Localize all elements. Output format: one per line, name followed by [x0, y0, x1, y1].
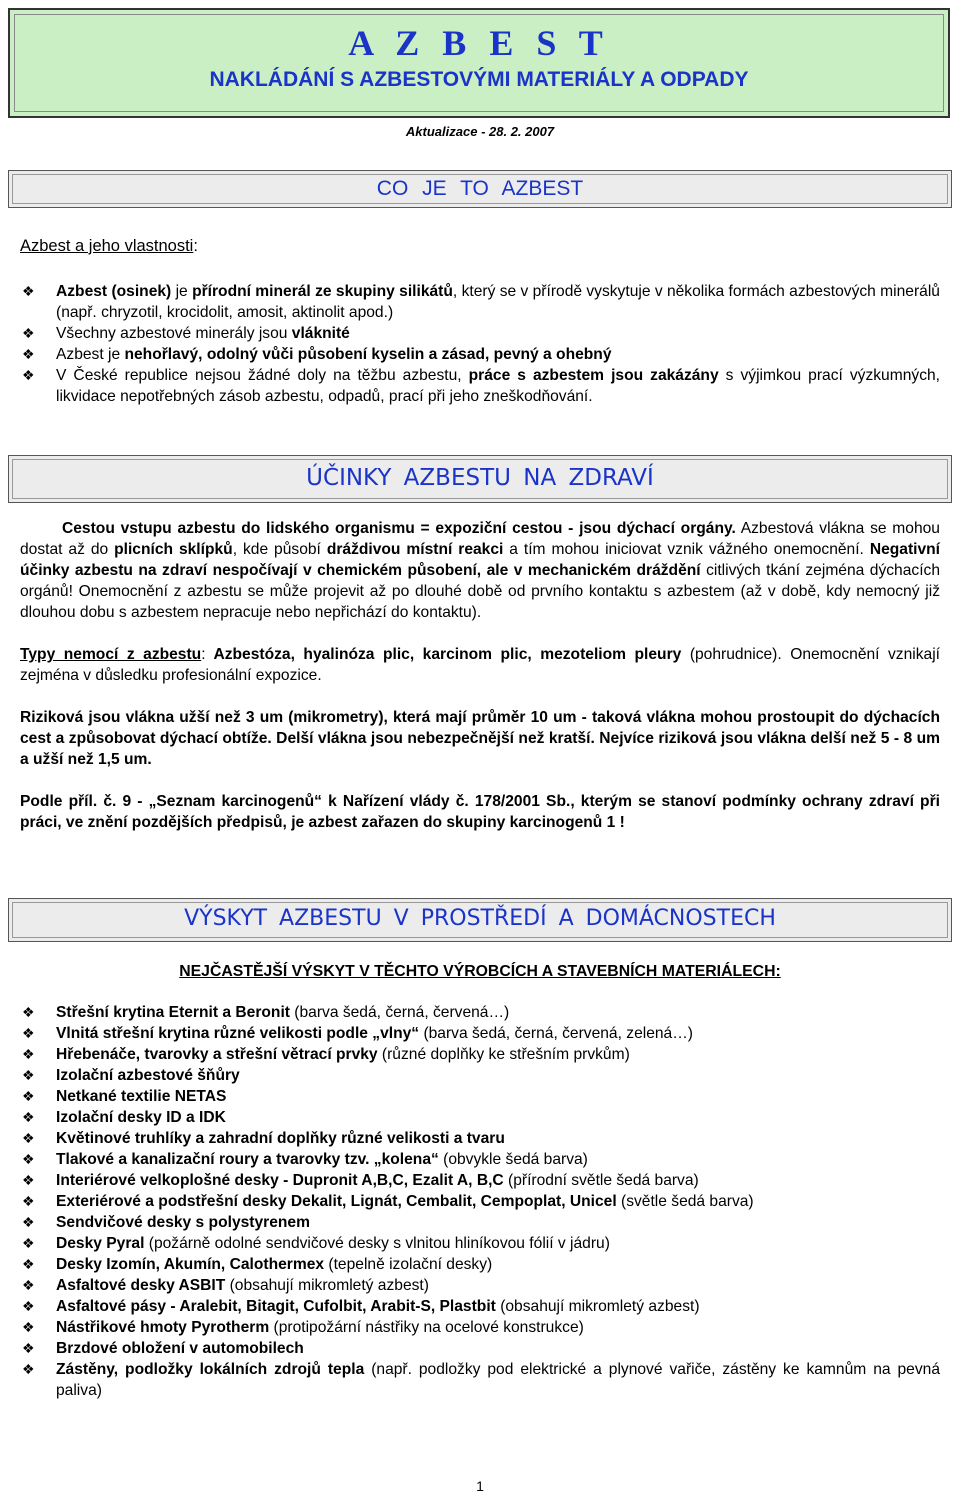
diamond-bullet-icon: ❖ — [22, 1172, 35, 1188]
diamond-bullet-icon: ❖ — [22, 1235, 35, 1251]
material-note: (obsahují mikromletý azbest) — [225, 1277, 429, 1294]
diamond-bullet-icon: ❖ — [22, 1109, 35, 1125]
material-name: Exteriérové a podstřešní desky Dekalit, Lignát, Cembalit, Cempoplat, Unicel — [56, 1193, 617, 1210]
material-name: Tlakové a kanalizační roury a tvarovky tzv. „kolena“ — [56, 1151, 439, 1168]
diamond-bullet-icon: ❖ — [22, 1193, 35, 1209]
diamond-bullet-icon: ❖ — [22, 1340, 35, 1356]
health-paragraph-3: Riziková jsou vlákna užší než 3 um (mikrometry), která mají průměr 10 um - taková vlákna mohou prostoupit do dýchacích cest a způsobovat dýchací obtíže. Delší vlákna jsou nebezpečnější než kratší. Nejvíce riziková jsou vlákna delší než 5 - 8 um a užší než 1,5 um. — [20, 709, 940, 768]
material-name: Izolační desky ID a IDK — [56, 1109, 226, 1126]
diamond-bullet-icon: ❖ — [22, 1277, 35, 1293]
material-name: Střešní krytina Eternit a Beronit — [56, 1004, 290, 1021]
material-note: (protipožární nástřiky na ocelové konstrukce) — [269, 1319, 584, 1336]
material-note: (obvykle šedá barva) — [438, 1151, 588, 1168]
material-note: (barva šedá, černá, červená…) — [289, 1004, 510, 1021]
subheading-text: Azbest a jeho vlastnosti — [20, 237, 194, 255]
subtitle-text: NEJČASTĚJŠÍ VÝSKYT V TĚCHTO VÝROBCÍCH A STAVEBNÍCH MATERIÁLECH: — [179, 963, 781, 980]
diamond-bullet-icon: ❖ — [22, 1088, 35, 1104]
properties-list — [20, 281, 940, 407]
material-name: Desky Pyral — [56, 1235, 145, 1252]
occurrence-subtitle — [20, 961, 940, 982]
list-item — [20, 1044, 940, 1065]
diamond-bullet-icon: ❖ — [22, 1214, 35, 1230]
material-note: (tepelně izolační desky) — [324, 1256, 493, 1273]
list-item — [20, 1233, 940, 1254]
list-item — [20, 365, 940, 407]
material-note: (obsahují mikromletý azbest) — [495, 1298, 700, 1315]
material-name: Asfaltové pásy - Aralebit, Bitagit, Cufolbit, Arabit-S, Plastbit — [56, 1298, 496, 1315]
text: Onemocnění vznikají zejména v důsledku profesionální expozice. — [20, 646, 940, 684]
text: (pohrudnice). — [681, 646, 782, 663]
section-title: ÚČINKY AZBESTU NA ZDRAVÍ — [306, 465, 654, 491]
material-note: (barva šedá, černá, červená, zelená…) — [419, 1025, 694, 1042]
material-name: Interiérové velkoplošné desky - Dupronit A,B,C, Ezalit A, B,C — [56, 1172, 504, 1189]
list-item — [20, 1254, 940, 1275]
text: s výjimkou prací výzkumných, likvidace nepotřebných zásob azbestu, odpadů, prací při jeho zneškodňování. — [56, 367, 940, 405]
bold-text: vláknité — [291, 325, 350, 342]
list-item — [20, 1191, 940, 1212]
properties-subheading — [20, 236, 940, 257]
text: a tím mohou iniciovat vznik vážného onemocnění. — [503, 541, 870, 558]
list-item — [20, 1317, 940, 1338]
section-header-health-effects — [8, 455, 952, 503]
page-number: 1 — [476, 1478, 484, 1494]
diamond-bullet-icon: ❖ — [22, 1025, 35, 1041]
list-item — [20, 1170, 940, 1191]
list-item — [20, 1002, 940, 1023]
bold-text: nehořlavý, odolný vůči působení kyselin a zásad, pevný a ohebný — [124, 346, 612, 363]
material-name: Asfaltové desky ASBIT — [56, 1277, 226, 1294]
material-name: Izolační azbestové šňůry — [56, 1067, 240, 1084]
text: ! Onemocnění z azbestu se může projevit až po dlouhé době od prvního kontaktu s azbestem (až v době, kdy nemocný již dlouhou dobu s azbestem nepracuje nebo nepřichází do kontaktu). — [20, 583, 940, 621]
bold-text: Azbest (osinek) — [56, 283, 172, 300]
list-item — [20, 1275, 940, 1296]
diamond-bullet-icon: ❖ — [22, 1130, 35, 1146]
list-item — [20, 1296, 940, 1317]
diamond-bullet-icon: ❖ — [22, 367, 35, 383]
text: , který se v přírodě vyskytuje v několika formách azbestových minerálů (např. chryzotil, krocidolit, amosit, aktinolit apod.) — [56, 283, 940, 321]
text: Azbest je — [56, 346, 125, 363]
list-item — [20, 1023, 940, 1044]
bold-text: práce s azbestem jsou zakázány — [468, 367, 719, 384]
health-paragraph-2 — [20, 644, 940, 686]
bold-text: Negativní účinky azbestu na zdraví nespočívají v chemickém působení, ale v mechanickém dráždění — [20, 541, 941, 579]
material-name: Květinové truhlíky a zahradní doplňky různé velikosti a tvaru — [56, 1130, 505, 1147]
section-title: VÝSKYT AZBESTU V PROSTŘEDÍ A DOMÁCNOSTECH — [184, 906, 776, 931]
material-name: Vlnitá střešní krytina různé velikosti podle „vlny“ — [56, 1025, 420, 1042]
text: citlivých tkání zejména dýchacích orgánů — [20, 562, 940, 600]
diamond-bullet-icon: ❖ — [22, 283, 35, 299]
diamond-bullet-icon: ❖ — [22, 1151, 35, 1167]
material-name: Zástěny, podložky lokálních zdrojů tepla — [56, 1361, 365, 1378]
list-item — [20, 281, 940, 323]
list-item — [20, 323, 940, 344]
bold-text: plicních sklípků — [114, 541, 233, 558]
diamond-bullet-icon: ❖ — [22, 1004, 35, 1020]
material-name: Sendvičové desky s polystyrenem — [56, 1214, 310, 1231]
list-item — [20, 1212, 940, 1233]
diamond-bullet-icon: ❖ — [22, 1067, 35, 1083]
list-item — [20, 1128, 940, 1149]
material-name: Netkané textilie NETAS — [56, 1088, 227, 1105]
diamond-bullet-icon: ❖ — [22, 346, 35, 362]
list-item — [20, 1149, 940, 1170]
update-date: Aktualizace - 28. 2. 2007 — [405, 124, 555, 139]
health-paragraph-4: Podle příl. č. 9 - „Seznam karcinogenů“ k Nařízení vlády č. 178/2001 Sb., kterým se stanoví podmínky ochrany zdraví při práci, ve znění pozdějších předpisů, je azbest zařazen do skupiny karcinogenů 1 ! — [20, 793, 940, 831]
text: , kde působí — [232, 541, 327, 558]
material-name: Hřebenáče, tvarovky a střešní větrací prvky — [56, 1046, 378, 1063]
material-note: (přírodní světle šedá barva) — [503, 1172, 699, 1189]
material-note: (např. podložky pod elektrické a plynové vařiče, zástěny ke kamnům na pevná paliva) — [56, 1361, 940, 1399]
material-name: Brzdové obložení v automobilech — [56, 1340, 304, 1357]
list-item — [20, 1338, 940, 1359]
subheading-colon: : — [193, 237, 198, 255]
bold-underlined-text: Typy nemocí z azbestu — [20, 646, 202, 663]
text: Všechny azbestové minerály jsou — [56, 325, 292, 342]
diamond-bullet-icon: ❖ — [22, 1298, 35, 1314]
material-name: Desky Izomín, Akumín, Calothermex — [56, 1256, 325, 1273]
document-subtitle: NAKLÁDÁNÍ S AZBESTOVÝMI MATERIÁLY A ODPADY — [209, 68, 749, 91]
material-name: Nástřikové hmoty Pyrotherm — [56, 1319, 270, 1336]
material-note: (světle šedá barva) — [616, 1193, 754, 1210]
diamond-bullet-icon: ❖ — [22, 1256, 35, 1272]
list-item — [20, 1359, 940, 1401]
document-title: A Z B E S T — [348, 23, 610, 63]
list-item — [20, 1086, 940, 1107]
text: Azbestová vlákna se mohou dostat až do — [20, 520, 940, 558]
bold-text: dráždivou místní reakci — [326, 541, 504, 558]
list-item — [20, 1065, 940, 1086]
material-note: (různé doplňky ke střešním prvkům) — [377, 1046, 630, 1063]
title-banner — [8, 8, 950, 118]
section-header-occurrence — [8, 898, 952, 942]
material-note: (požárně odolné sendvičové desky s vlnitou hliníkovou fólií v jádru) — [144, 1235, 610, 1252]
bold-text: Cestou vstupu azbestu do lidského organismu = expoziční cestou - jsou dýchací orgány. — [62, 520, 736, 537]
materials-list — [20, 1002, 940, 1401]
diamond-bullet-icon: ❖ — [22, 1319, 35, 1335]
diamond-bullet-icon: ❖ — [22, 1361, 35, 1377]
section-title: CO JE TO AZBEST — [376, 177, 584, 200]
bold-text: Azbestóza, hyalinóza plic, karcinom plic, mezoteliom pleury — [205, 646, 682, 663]
bold-text: přírodní minerál ze skupiny silikátů — [192, 283, 453, 300]
diamond-bullet-icon: ❖ — [22, 325, 35, 341]
diamond-bullet-icon: ❖ — [22, 1046, 35, 1062]
text: je — [171, 283, 193, 300]
list-item — [20, 344, 940, 365]
text: V České republice nejsou žádné doly na těžbu azbestu, — [56, 367, 469, 384]
health-paragraph-1 — [20, 518, 940, 623]
section-header-what-is-asbestos — [8, 170, 952, 208]
text: : — [201, 646, 206, 663]
list-item — [20, 1107, 940, 1128]
